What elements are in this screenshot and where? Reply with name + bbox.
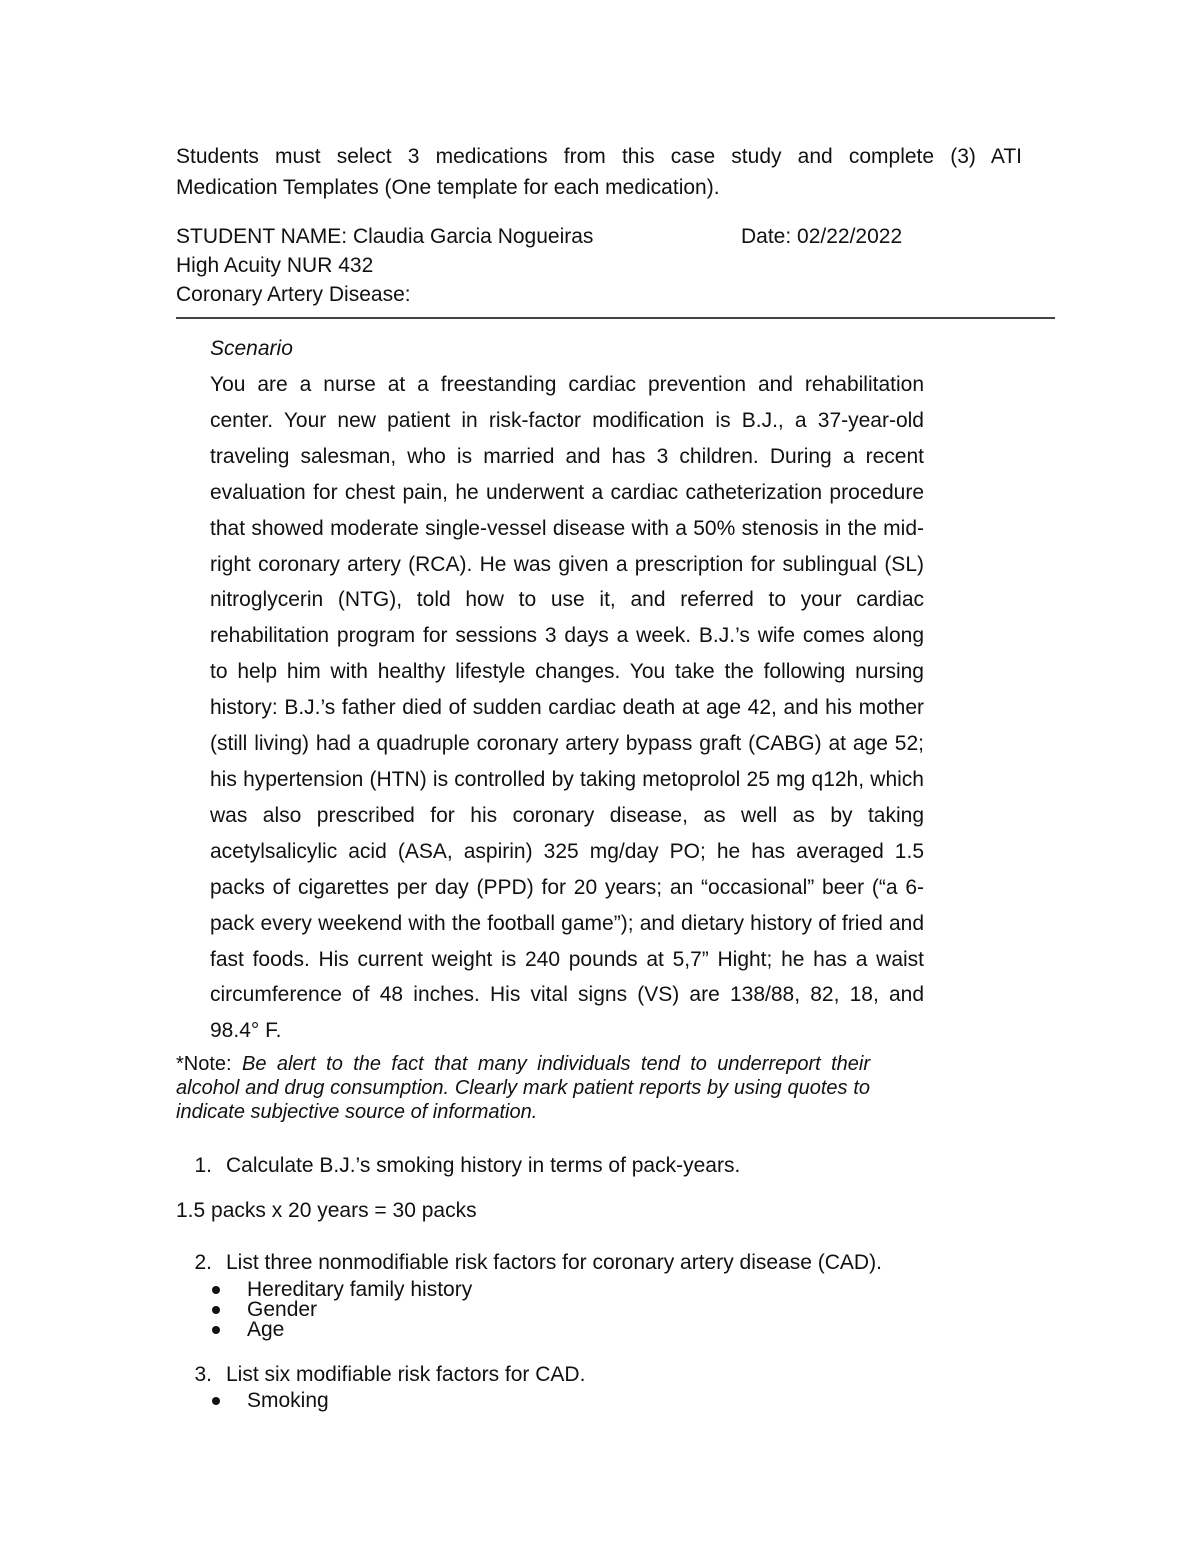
- question-2: [176, 1249, 882, 1277]
- question-1: [176, 1152, 740, 1180]
- note-label: *Note:: [176, 1053, 232, 1075]
- list-item: [212, 1280, 472, 1300]
- bullet-icon: [212, 1326, 220, 1334]
- question-number: 3.: [194, 1363, 212, 1386]
- date: Date: 02/22/2022: [741, 225, 903, 248]
- question-text: Calculate B.J.’s smoking history in terms of pack-years.: [226, 1154, 741, 1177]
- question-text: List six modifiable risk factors for CAD.: [226, 1363, 586, 1386]
- question-3: [176, 1361, 585, 1389]
- list-item: [212, 1391, 329, 1411]
- course-title: High Acuity NUR 432: [176, 254, 374, 277]
- answer-1: 1.5 packs x 20 years = 30 packs: [176, 1199, 477, 1222]
- bullet-icon: [212, 1286, 220, 1294]
- bullet-icon: [212, 1397, 220, 1405]
- horizontal-divider: [176, 317, 1055, 319]
- bullet-list: [212, 1391, 329, 1411]
- list-item: [212, 1300, 472, 1320]
- topic-title: Coronary Artery Disease:: [176, 283, 411, 306]
- instructions: [176, 141, 1022, 203]
- question-text: List three nonmodifiable risk factors for coronary artery disease (CAD).: [226, 1251, 882, 1274]
- student-name: STUDENT NAME: Claudia Garcia Nogueiras: [176, 225, 594, 248]
- bullet-list: [212, 1280, 472, 1340]
- instructions-line-1: Students must select 3 medications from this case study and complete (3) ATI: [176, 145, 1022, 168]
- scenario-text: You are a nurse at a freestanding cardiac prevention and rehabilitation center. Your new patient in risk-factor modification is B.J., a 37-year-old traveling salesman, who is married and has 3 children. During a recent evaluation for chest pain, he underwent a cardiac catheterization procedure that showed moderate single-vessel disease with a 50% stenosis in the mid-right coronary artery (RCA). He was given a prescription for sublingual (SL) nitroglycerin (NTG), told how to use it, and referred to your cardiac rehabilitation program for sessions 3 days a week. B.J.’s wife comes along to help him with healthy lifestyle changes. You take the following nursing history: B.J.’s father died of sudden cardiac death at age 42, and his mother (still living) had a quadruple coronary artery bypass graft (CABG) at age 52; his hypertension (HTN) is controlled by taking metoprolol 25 mg q12h, which was also prescribed for his coronary disease, as well as by taking acetylsalicylic acid (ASA, aspirin) 325 mg/day PO; he has averaged 1.5 packs of cigarettes per day (PPD) for 20 years; an “occasional” beer (“a 6-pack every weekend with the football game”); and dietary history of fried and fast foods. His current weight is 240 pounds at 5,7” Hight; he has a waist circumference of 48 inches. His vital signs (VS) are 138/88, 82, 18, and 98.4° F.: [210, 373, 924, 1043]
- list-item-text: Age: [247, 1318, 285, 1341]
- list-item: [212, 1320, 472, 1340]
- list-item-text: Smoking: [247, 1389, 329, 1412]
- instructions-line-2: Medication Templates (One template for each medication).: [176, 176, 720, 199]
- note: [176, 1052, 870, 1124]
- list-item-text: Gender: [247, 1298, 318, 1321]
- question-number: 1.: [194, 1154, 212, 1177]
- question-number: 2.: [194, 1251, 212, 1274]
- scenario-heading: Scenario: [210, 337, 293, 360]
- list-item-text: Hereditary family history: [247, 1278, 473, 1301]
- bullet-icon: [212, 1306, 220, 1314]
- note-text: Be alert to the fact that many individuals tend to underreport their alcohol and drug consumption. Clearly mark patient reports by using quotes to indicate subjective source of information.: [176, 1053, 870, 1123]
